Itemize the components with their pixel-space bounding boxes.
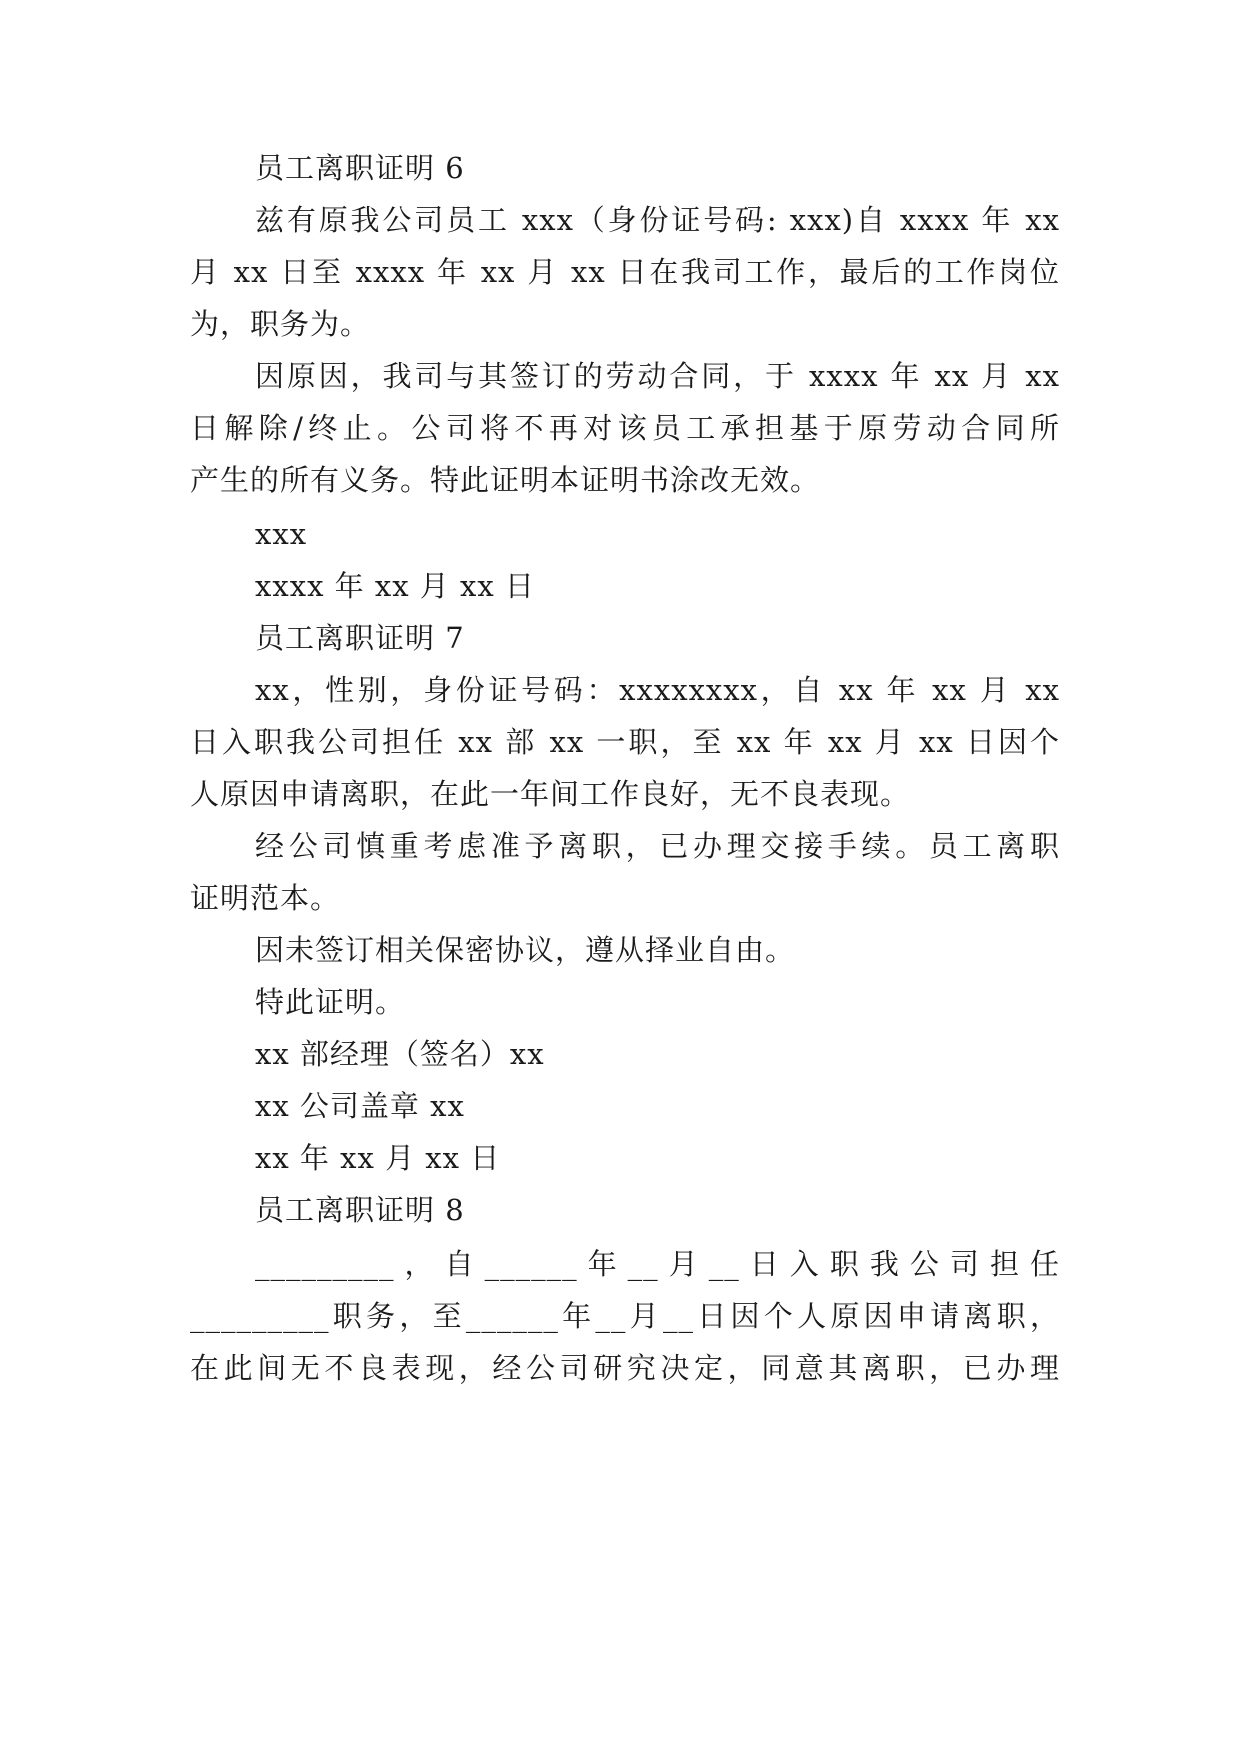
paragraph-line: 为，职务为。 xyxy=(190,307,371,341)
paragraph-line: 产生的所有义务。特此证明本证明书涂改无效。 xyxy=(190,463,821,497)
paragraph-line: _________职务，至______年__月__日因个人原因申请离职， xyxy=(190,1299,1060,1333)
section-title: 员工离职证明 7 xyxy=(255,621,465,655)
paragraph-line: 人原因申请离职，在此一年间工作良好，无不良表现。 xyxy=(190,777,911,811)
signature-date: xxxx 年 xx 月 xx 日 xyxy=(255,569,535,603)
paragraph-line: 兹有原我公司员工 xxx（身份证号码: xxx)自 xxxx 年 xx xyxy=(255,203,1060,237)
signature-name: xxx xyxy=(255,517,308,551)
paragraph-line: 因未签订相关保密协议，遵从择业自由。 xyxy=(255,933,796,967)
paragraph-line: _________，自______年__月__日入职我公司担任 xyxy=(255,1247,1060,1281)
signature-manager: xx 部经理（签名）xx xyxy=(255,1037,545,1071)
paragraph-line: 日入职我公司担任 xx 部 xx 一职，至 xx 年 xx 月 xx 日因个 xyxy=(190,725,1060,759)
paragraph-line: 特此证明。 xyxy=(255,985,406,1019)
section-title: 员工离职证明 8 xyxy=(255,1193,465,1227)
paragraph-line: 经公司慎重考虑准予离职，已办理交接手续。员工离职 xyxy=(255,829,1060,863)
paragraph-line: 月 xx 日至 xxxx 年 xx 月 xx 日在我司工作，最后的工作岗位 xyxy=(190,255,1060,289)
paragraph-line: xx，性别，身份证号码：xxxxxxxx，自 xx 年 xx 月 xx xyxy=(255,673,1060,707)
paragraph-line: 日解除/终止。公司将不再对该员工承担基于原劳动合同所 xyxy=(190,411,1060,445)
section-title: 员工离职证明 6 xyxy=(255,151,465,185)
signature-date: xx 年 xx 月 xx 日 xyxy=(255,1141,501,1175)
paragraph-line: 证明范本。 xyxy=(190,881,341,915)
paragraph-line: 在此间无不良表现，经公司研究决定，同意其离职，已办理 xyxy=(190,1351,1060,1385)
signature-seal: xx 公司盖章 xx xyxy=(255,1089,465,1123)
paragraph-line: 因原因，我司与其签订的劳动合同，于 xxxx 年 xx 月 xx xyxy=(255,359,1060,393)
